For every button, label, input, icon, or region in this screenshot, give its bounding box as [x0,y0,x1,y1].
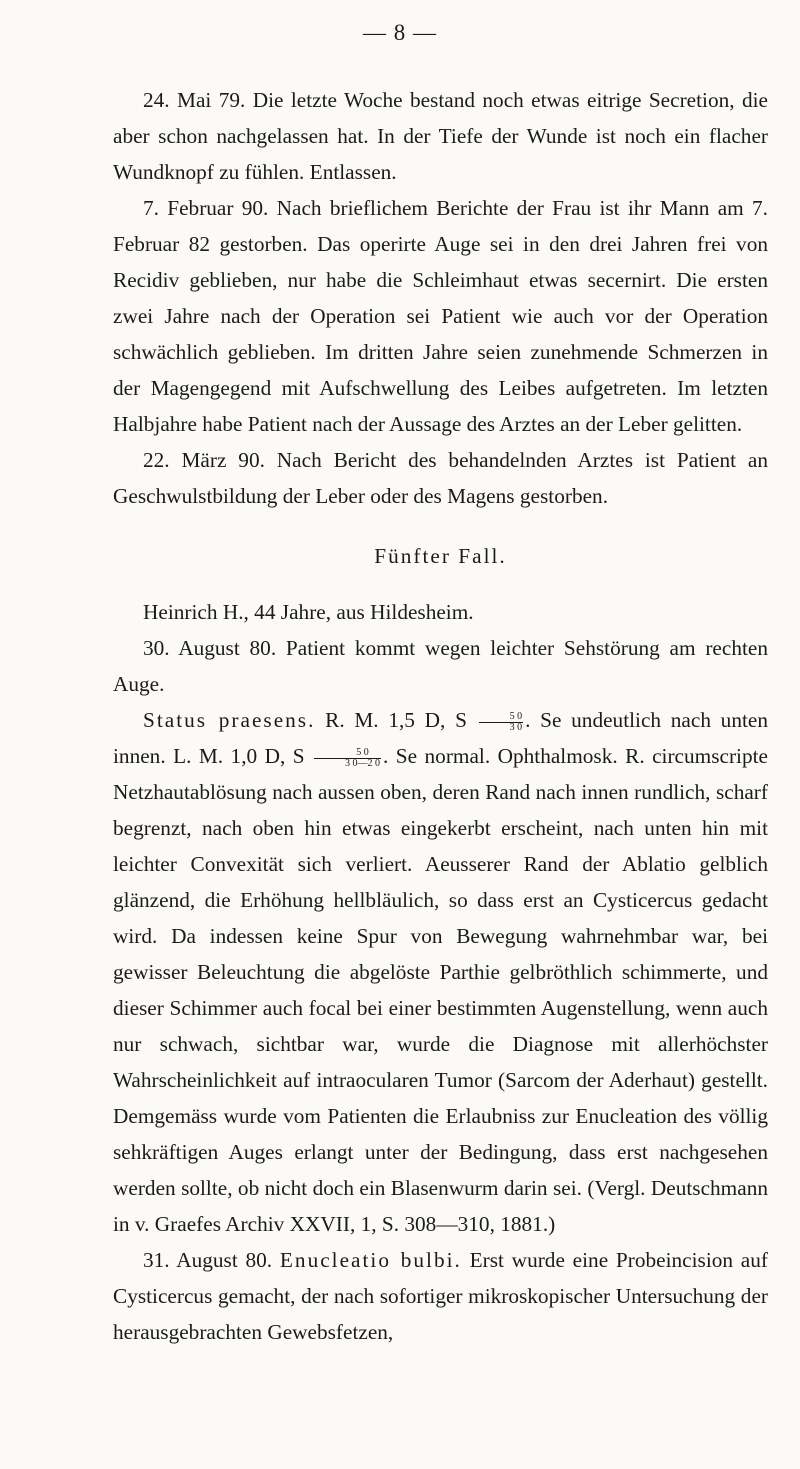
fraction-left-denominator: 3 0—2 0 [345,757,381,769]
enucleation-date: 31. August 80. [143,1248,280,1272]
fraction-right-denominator: 3 0 [509,721,523,733]
enucleation-paragraph [113,1242,768,1350]
fraction-left-eye [314,748,381,769]
enucleation-label: Enucleatio bulbi. [279,1248,462,1272]
status-text-2: . Se undeutlich nach unten innen. L. M. 1,0 D, S [113,708,768,768]
case-date-paragraph: 30. August 80. Patient kommt wegen leichter Sehstörung am rechten Auge. [113,636,768,696]
enucleation-text: Erst wurde eine Probeincision auf Cysticercus gemacht, der nach sofortiger mikroskopischer Untersuchung der herausgebrachten Gewebsfetzen, [113,1248,768,1344]
body-text [113,82,768,1350]
status-paragraph [113,702,768,1242]
paragraph-2: 7. Februar 90. Nach brieflichem Berichte der Frau ist ihr Mann am 7. Februar 82 gestorben. Das operirte Auge sei in den drei Jahren frei von Recidiv geblieben, nur habe die Schleimhaut etwas secernirt. Die ersten zwei Jahre nach der Operation sei Patient wie auch vor der Operation schwächlich geblieben. Im dritten Jahre seien zunehmende Schmerzen in der Magengegend mit Aufschwellung des Leibes aufgetreten. Im letzten Halbjahre habe Patient nach der Aussage des Arztes an der Leber gelitten. [113,196,768,436]
status-text-3: . Se normal. Ophthalmosk. R. circumscripte Netzhautablösung nach aussen oben, deren Rand nach innen rundlich, scharf begrenzt, nach oben hin etwas eingekerbt erscheint, nach unten hin mit leichter Convexität sich verliert. Aeusserer Rand der Ablatio gelblich glänzend, die Erhöhung hellbläulich, so dass erst an Cysticercus gedacht wird. Da indessen keine Spur von Bewegung wahrnehmbar war, bei gewisser Beleuchtung die abgelöste Parthie gelbröthlich schimmerte, und dieser Schimmer auch focal bei einer bestimmten Augenstellung, wenn auch nur schwach, sichtbar war, wurde die Diagnose mit allerhöchster Wahrscheinlichkeit auf intraocularen Tumor (Sarcom der Aderhaut) gestellt. Demgemäss wurde vom Patienten die Erlaubniss zur Enucleation des völlig sehkräftigen Auges erlangt unter der Bedingung, dass erst nachgesehen werden sollte, ob nicht doch ein Blasenwurm darin sei. (Vergl. Deutschmann in v. Graefes Archiv XXVII, 1, S. 308—310, 1881.) [113,744,768,1236]
status-text-1: R. M. 1,5 D, S [315,708,477,732]
case-intro: Heinrich H., 44 Jahre, aus Hildesheim. [143,600,474,624]
section-heading: Fünfter Fall. [374,544,507,568]
status-label: Status praesens. [143,708,316,732]
paragraph-1: 24. Mai 79. Die letzte Woche bestand noch etwas eitrige Secretion, die aber schon nachgelassen hat. In der Tiefe der Wunde ist noch ein flacher Wundknopf zu fühlen. Entlassen. [113,88,768,184]
paragraph-3: 22. März 90. Nach Bericht des behandelnden Arztes ist Patient an Geschwulstbildung der Leber oder des Magens gestorben. [113,448,768,508]
fraction-left-numerator: 5 0 [314,748,381,759]
page-number: — 8 — [363,20,437,45]
fraction-right-numerator: 5 0 [479,712,524,723]
fraction-right-eye [479,712,524,733]
